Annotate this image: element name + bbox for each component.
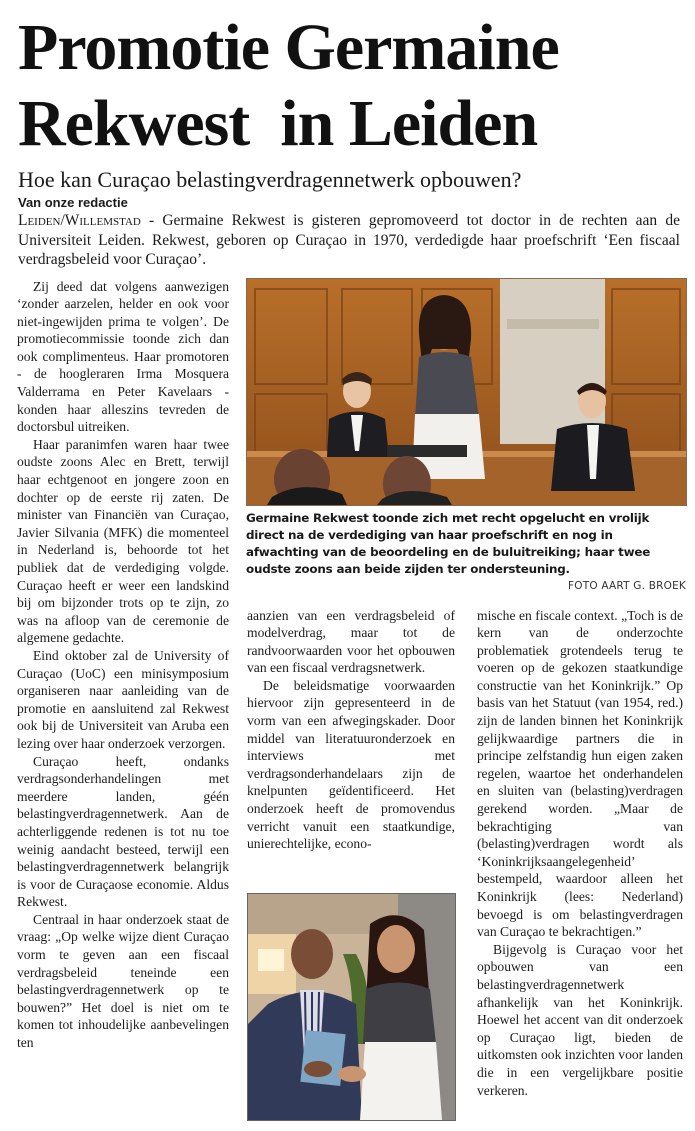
lead-paragraph xyxy=(18,211,680,270)
article-body xyxy=(0,278,695,1121)
headline-line-1: Promotie Germaine xyxy=(18,11,559,84)
body-paragraph: aanzien van een verdragsbeleid of modelverdrag, maar tot de randvoorwaarden voor het opbouwen van een fiscaal verdragsnetwerk. xyxy=(247,607,455,676)
subheadline: Hoe kan Curaçao belastingverdragennetwerk opbouwen? xyxy=(18,167,522,192)
body-paragraph: De beleidsmatige voorwaarden hiervoor zijn gepresenteerd in de vorm van een afwegingskader. Door middel van literatuuronderzoek en interviews met verdragsonderhandelaars zijn de knelpunten geïdentificeerd. Het onderzoek heeft de promovendus verricht vanuit een staatkundige, unierechtelijke, econo- xyxy=(247,677,455,852)
secondary-photo-illustration xyxy=(248,894,455,1120)
photo-caption: Germaine Rekwest toonde zich met recht opgelucht en vrolijk direct na de verdediging van haar proefschrift en nog in afwachting van de beoordeling en de buluitreiking; haar twee oudste zoons aan beide zijden ter ondersteuning. xyxy=(246,510,651,576)
photo-credit: FOTO AART G. BROEK xyxy=(568,579,686,592)
article-column-1 xyxy=(17,278,229,1052)
lower-columns xyxy=(246,607,686,1121)
body-paragraph: Zij deed dat volgens aanwezigen ‘zonder aarzelen, helder en ook voor niet-ingewijden prima te volgen’. De promotiecommissie toonde zich dan ook complimenteus. Haar promotoren - de hoogleraren Irma Mosquera Valderrama en Peter Kavelaars - konden haar alleszins tevreden de doctorsbul uitreiken. xyxy=(17,278,229,435)
headline-line-2: Rekwest in Leiden xyxy=(18,87,538,160)
body-paragraph: Eind oktober zal de University of Curaçao (UoC) een minisymposium organiseren naar aanleiding van de promotie en aansluitend zal Rekwest ook bij de Universiteit van Aruba een lezing over haar onderzoek verzorgen. xyxy=(17,647,229,751)
body-paragraph: Centraal in haar onderzoek staat de vraag: „Op welke wijze dient Curaçao vorm te geven aan een fiscaal verdragsbeleid teneinde een belastingverdragennetwerk op te bouwen?” Het doel is niet om te komen tot inhoudelijke aanbevelingen ten xyxy=(17,911,229,1051)
dateline: Leiden/Willemstad xyxy=(18,212,141,229)
article-header xyxy=(0,0,695,270)
body-paragraph: Haar paranimfen waren haar twee oudste zoons Alec en Brett, terwijl haar echtgenoot en jongere zoon en dochter op de eerste rij zaten. De minister van Financiën van Curaçao, Javier Silvania (MFK) die momenteel in Nederland is, behoorde tot het publiek dat de verdediging volgde. Curaçao heeft er weer een landskind bij om bijzonder trots op te zijn, zo was na afloop van de ceremonie de algemene gedachte. xyxy=(17,436,229,646)
headline xyxy=(18,10,683,162)
secondary-photo xyxy=(247,893,456,1121)
right-section xyxy=(246,278,686,1121)
article-column-3 xyxy=(477,607,683,1100)
dateline-separator: - xyxy=(140,212,163,229)
body-paragraph: Bijgevolg is Curaçao voor het opbouwen van een belastingverdragennetwerk afhankelijk van het Koninkrijk. Hoewel het accent van dit onderzoek op Curaçao ligt, bieden de uitkomsten ook inzichten voor landen die in een vergelijkbare positie verkeren. xyxy=(477,941,683,1098)
photo-caption-block xyxy=(246,510,686,595)
body-paragraph: mische en fiscale context. „Toch is de kern van de onderzochte problematiek grotendeels terug te voeren op de gekozen staatkundige constructie van het Koninkrijk.” Op basis van het Statuut (van 1954, red.) zijn de landen binnen het Koninkrijk gelijkwaardige partners die in principe zelfstandig hun eigen zaken regelen, waartoe het onderhandelen en sluiten van (belasting)verdragen gerekend worden. „Maar de bekrachtiging van (belasting)verdragen wordt als ‘Koninkrijksaangelegenheid’ bestempeld, waardoor alleen het Koninkrijk (lees: Nederland) bevoegd is om belastingverdragen van Curaçao te bekrachtigen.” xyxy=(477,607,683,940)
byline: Van onze redactie xyxy=(18,195,128,210)
main-photo-illustration xyxy=(247,279,686,505)
main-photo xyxy=(246,278,687,506)
body-paragraph: Curaçao heeft, ondanks verdragsonderhandelingen met meerdere landen, géén belastingverdragennetwerk. Aan de achterliggende redenen is tot nu toe weinig aandacht besteed, terwijl een belastingverdragennetwerk belangrijk is voor de Curaçaose economie. Aldus Rekwest. xyxy=(17,753,229,910)
lead-text: Germaine Rekwest is gisteren gepromoveerd tot doctor in de rechten aan de Universiteit Leiden. Rekwest, geboren op Curaçao in 1970, verdedigde haar proefschrift ‘Een fiscaal verdragsbeleid voor Curaçao’. xyxy=(18,212,680,268)
article-column-2 xyxy=(247,607,455,853)
